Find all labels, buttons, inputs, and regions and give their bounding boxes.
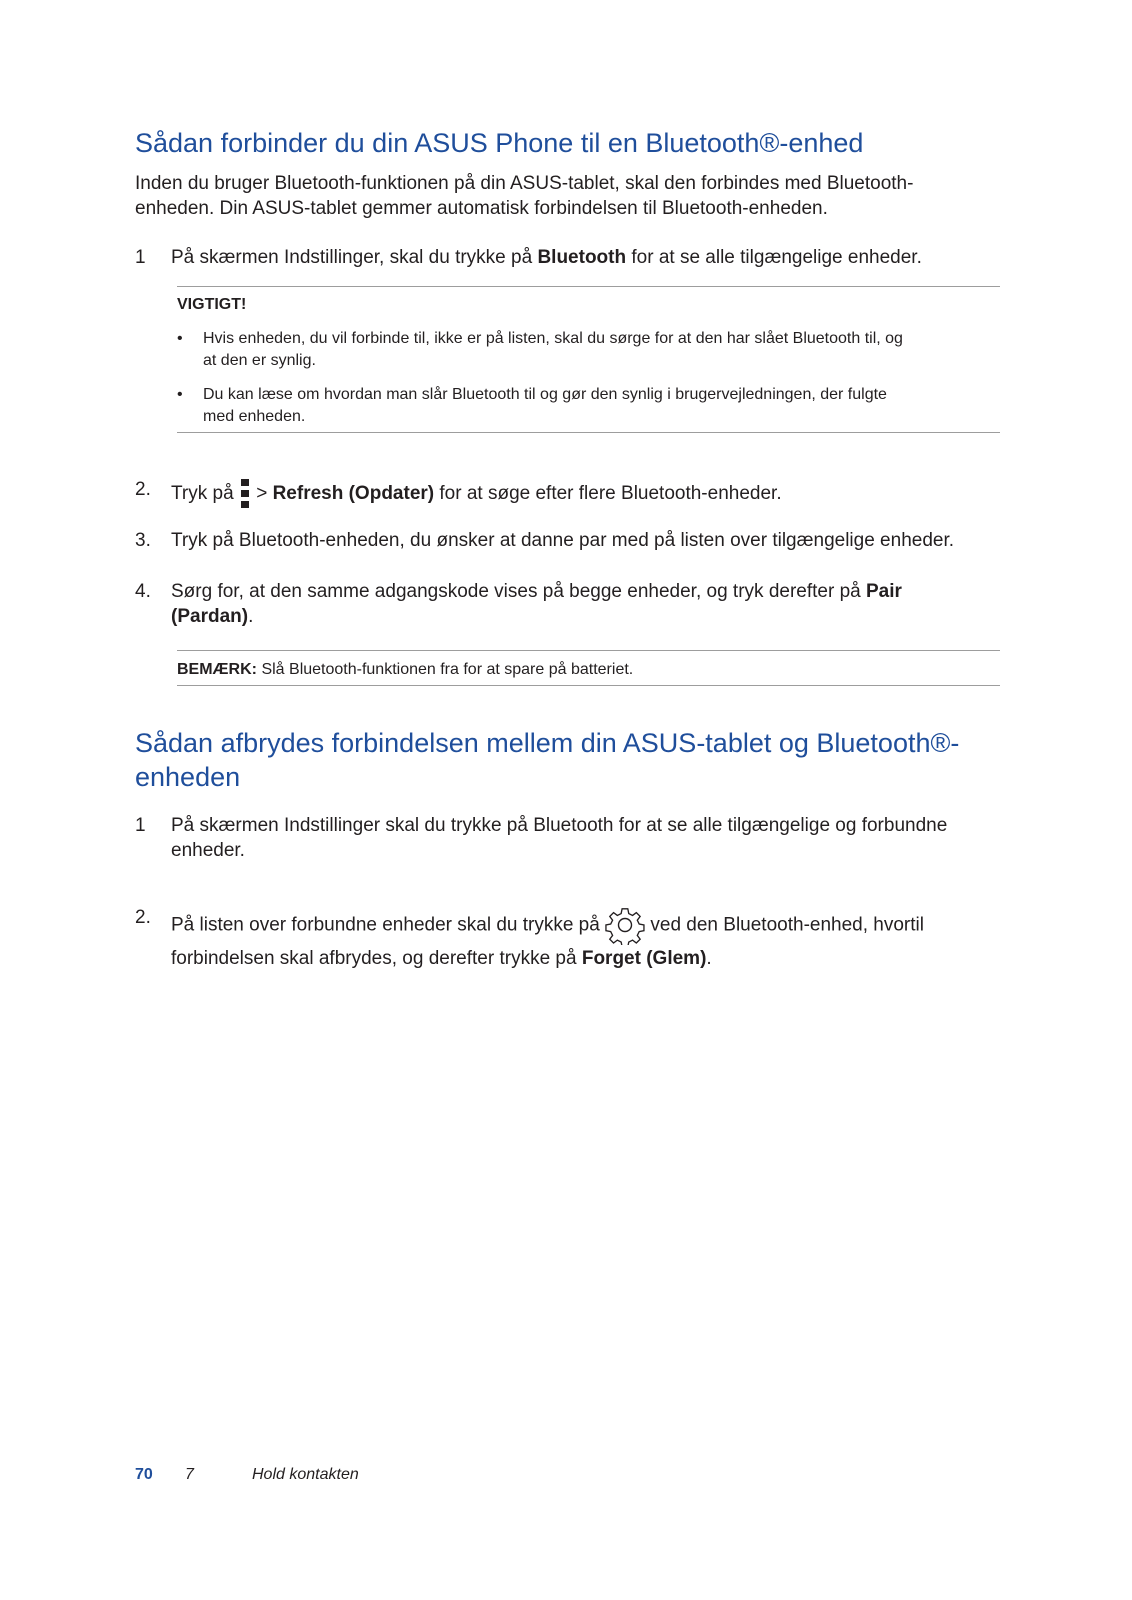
bullet-text: Du kan læse om hvordan man slår Bluetooth til og gør den synlig i brugervejledningen, der fulgte med enheden. <box>203 386 887 425</box>
intro-paragraph <box>135 171 985 221</box>
more-vertical-icon <box>239 477 251 511</box>
step-number: 3. <box>135 530 151 551</box>
step-number: 4. <box>135 581 151 602</box>
pardan-label: (Pardan) <box>171 606 249 627</box>
step-text: Sørg for, at den samme adgangskode vises på begge enheder, og tryk derefter på Pair (Pardan). <box>171 581 902 627</box>
page-number: 70 <box>135 1466 153 1483</box>
important-title: VIGTIGT! <box>177 296 247 313</box>
step-number: 2. <box>135 907 151 928</box>
bullet-text: Hvis enheden, du vil forbinde til, ikke er på listen, skal du sørge for at den har slået Bluetooth til, og at den er synlig. <box>203 330 903 369</box>
divider <box>177 432 1000 433</box>
step-number: 1 <box>135 815 146 836</box>
divider <box>177 685 1000 686</box>
note <box>177 659 997 681</box>
step-text: Tryk på Bluetooth-enheden, du ønsker at danne par med på listen over tilgængelige enheder. <box>171 530 955 551</box>
bullet-dot: • <box>177 386 183 403</box>
note-text: Slå Bluetooth-funktionen fra for at spare på batteriet. <box>257 661 634 678</box>
document-page <box>135 0 1000 1600</box>
step-number: 1 <box>135 247 146 268</box>
bluetooth-label: Bluetooth <box>537 247 627 268</box>
intro-line-1: Inden du bruger Bluetooth-funktionen på din ASUS-tablet, skal den forbindes med Bluetooth- <box>135 173 914 194</box>
refresh-label: Refresh (Opdater) <box>272 483 435 505</box>
step-number: 2. <box>135 479 151 500</box>
chapter-title: Hold kontakten <box>252 1466 359 1483</box>
pair-label: Pair <box>865 581 902 602</box>
intro-line-2: enheden. Din ASUS-tablet gemmer automatisk forbindelsen til Bluetooth-enheden. <box>135 198 828 219</box>
step-text: På listen over forbundne enheder skal du trykke på ved den Bluetooth-enhed, hvortil forbindelsen skal afbrydes, og derefter trykke på Forget (Glem). <box>171 905 991 971</box>
section-heading-disconnect: Sådan afbrydes forbindelsen mellem din ASUS-tablet og Bluetooth®- enheden <box>135 728 960 792</box>
forget-label: Forget (Glem) <box>581 948 707 969</box>
gear-icon <box>605 905 645 946</box>
note-label: BEMÆRK: <box>177 661 257 678</box>
section-heading-connect: Sådan forbinder du din ASUS Phone til en Bluetooth®-enhed <box>135 128 864 158</box>
chapter-number: 7 <box>185 1466 194 1483</box>
bullet-dot: • <box>177 330 183 347</box>
divider <box>177 286 1000 287</box>
step-text: På skærmen Indstillinger, skal du trykke på Bluetooth for at se alle tilgængelige enheder. <box>171 247 922 268</box>
step-text: Tryk på > Refresh (Opdater) for at søge efter flere Bluetooth-enheder. <box>171 477 991 511</box>
divider <box>177 650 1000 651</box>
step-text: På skærmen Indstillinger skal du trykke på Bluetooth for at se alle tilgængelige og forbundne enheder. <box>171 815 948 861</box>
